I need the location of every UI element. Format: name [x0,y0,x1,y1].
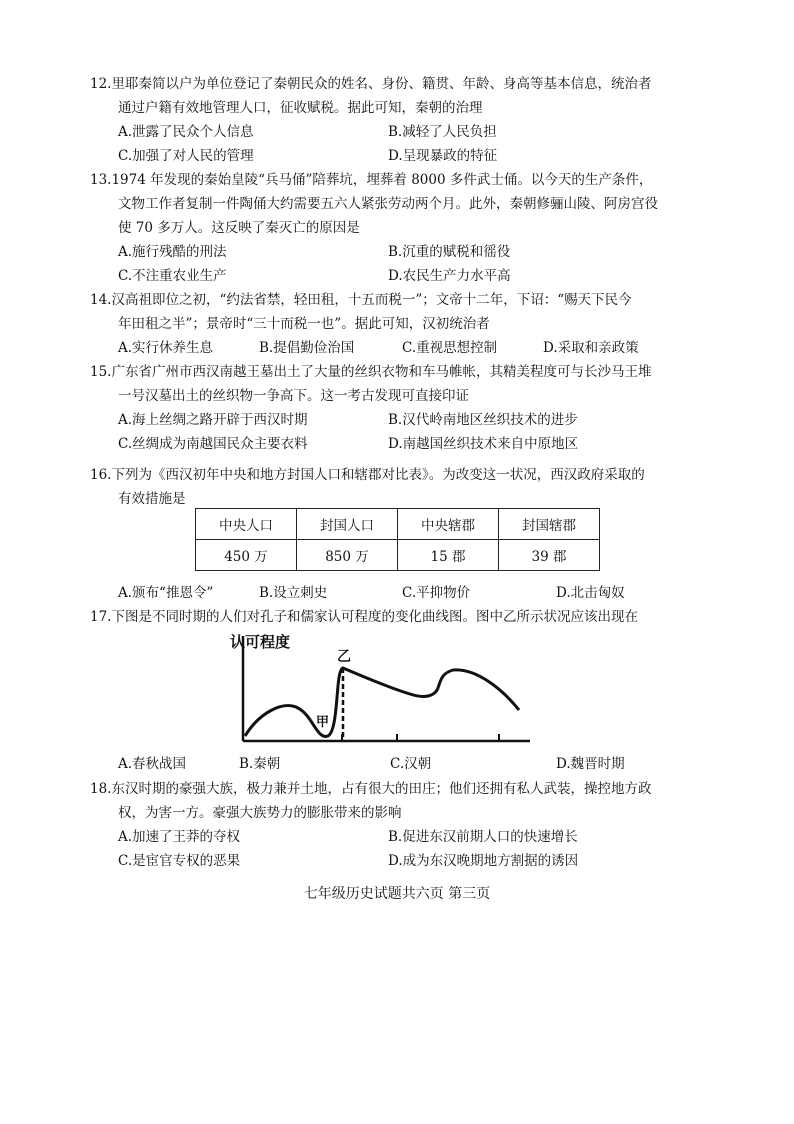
page-footer: 七年级历史试题共六页 第三页 [303,886,491,902]
q18-stem-line1: 18.东汉时期的豪强大族，极力兼并土地，占有很大的田庄；他们还拥有私人武装，操控地方政 [90,781,652,797]
q15-option-d: D.南越国丝织技术来自中原地区 [388,436,579,452]
q15-option-c: C.丝绸成为南越国民众主要衣料 [118,436,308,452]
q15-stem-line1: 15.广东省广州市西汉南越王墓出土了大量的丝织衣物和车马帷帐，其精美程度可与长沙马王堆 [90,364,652,380]
q14-option-d: D.采取和亲政策 [543,340,639,356]
q13-option-d: D.农民生产力水平高 [388,268,511,284]
q17-option-a: A.春秋战国 [118,756,187,772]
table-row [196,540,600,571]
q18-option-a: A.加速了王莽的夺权 [118,829,241,845]
table-cell: 850 万 [297,540,398,571]
q17-option-b: B.秦朝 [239,756,281,772]
q13-stem-line3: 使 70 多万人。这反映了秦灭亡的原因是 [118,220,360,236]
q13-option-c: C.不注重农业生产 [118,268,227,284]
label-jia: 甲 [316,715,330,730]
q18-option-b: B.促进东汉前期人口的快速增长 [388,829,578,845]
table-cell: 39 郡 [499,540,600,571]
q14-option-c: C.重视思想控制 [402,340,498,356]
table-header-row [196,509,600,540]
q12-stem-line1: 12.里耶秦简以户为单位登记了秦朝民众的姓名、身份、籍贯、年龄、身高等基本信息，统治者 [90,76,652,92]
q14-stem-line1: 14.汉高祖即位之初，“约法省禁，轻田租，十五而税一”；文帝十二年，下诏：“赐天下民今 [90,292,632,308]
q15-option-b: B.汉代岭南地区丝织技术的进步 [388,412,578,428]
q18-option-c: C.是宦官专权的恶果 [118,853,241,869]
q16-stem-line1: 16.下列为《西汉初年中央和地方封国人口和辖郡对比表》。为改变这一状况，西汉政府采取的 [90,467,645,483]
recognition-curve-graph [225,628,535,746]
table-header-cell: 中央辖郡 [398,509,499,540]
q14-option-a: A.实行休养生息 [118,340,214,356]
population-table [195,508,600,571]
q16-option-d: D.北击匈奴 [556,585,625,601]
q17-stem-line1: 17.下图是不同时期的人们对孔子和儒家认可程度的变化曲线图。图中乙所示状况应该出现在 [90,609,638,625]
q18-option-d: D.成为东汉晚期地方割据的诱因 [388,853,579,869]
q16-option-c: C.平抑物价 [402,585,471,601]
y-axis-label: 认可程度 [230,633,291,651]
q16-option-a: A.颁布“推恩令” [118,585,214,601]
q17-option-c: C.汉朝 [390,756,432,772]
q15-option-a: A.海上丝绸之路开辟于西汉时期 [118,412,308,428]
q12-option-a: A.泄露了民众个人信息 [118,124,254,140]
table-header-cell: 封国人口 [297,509,398,540]
q12-option-d: D.呈现暴政的特征 [388,148,498,164]
q16-stem-line2: 有效措施是 [118,491,186,507]
q13-stem-line1: 13.1974 年发现的秦始皇陵“兵马俑”陪葬坑，埋葬着 8000 多件武士俑。以今天的生产条件， [90,172,653,188]
recognition-curve [245,668,519,736]
q12-option-c: C.加强了对人民的管理 [118,148,254,164]
q12-stem-line2: 通过户籍有效地管理人口，征收赋税。据此可知，秦朝的治理 [118,100,483,116]
table-cell: 15 郡 [398,540,499,571]
q15-stem-line2: 一号汉墓出土的丝织物一争高下。这一考古发现可直接印证 [118,388,469,404]
q14-option-b: B.提倡勤俭治国 [259,340,355,356]
q13-option-b: B.沉重的赋税和徭役 [388,244,511,260]
q17-option-d: D.魏晋时期 [556,756,625,772]
q12-option-b: B.减轻了人民负担 [388,124,497,140]
q13-option-a: A.施行残酷的刑法 [118,244,227,260]
table-header-cell: 封国辖郡 [499,509,600,540]
table-cell: 450 万 [196,540,297,571]
table-header-cell: 中央人口 [196,509,297,540]
q14-stem-line2: 年田租之半”；景帝时“三十而税一也”。据此可知，汉初统治者 [118,316,490,332]
q16-option-b: B.设立刺史 [259,585,328,601]
label-yi: 乙 [337,649,351,665]
q13-stem-line2: 文物工作者复制一件陶俑大约需要五六人紧张劳动两个月。此外，秦朝修骊山陵、阿房宫役 [118,196,658,212]
q18-stem-line2: 权，为害一方。豪强大族势力的膨胀带来的影响 [118,805,402,821]
